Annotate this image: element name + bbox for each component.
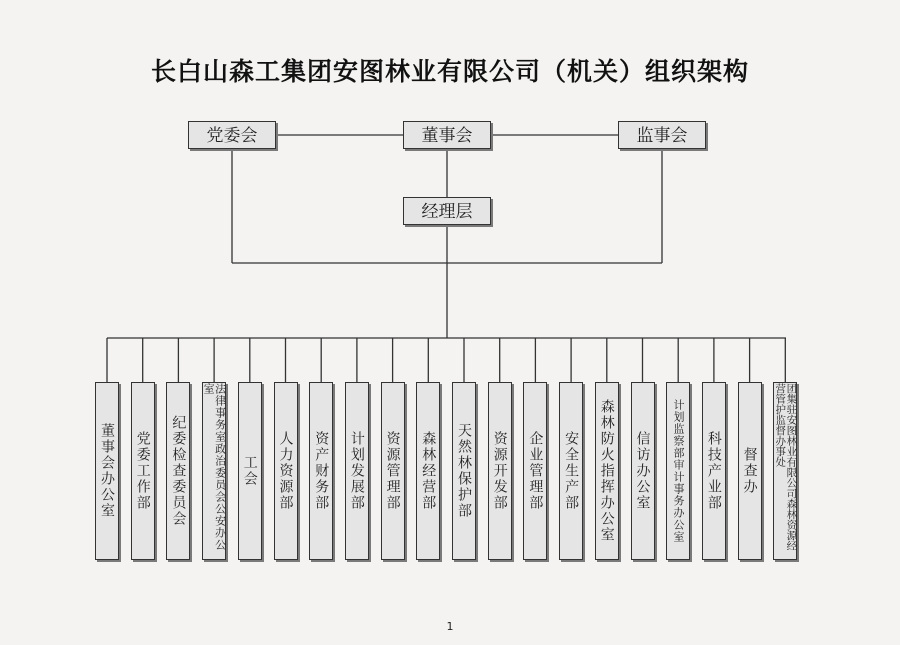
department-box [559, 382, 583, 560]
department-box [631, 382, 655, 560]
party-committee-label: 党委会 [206, 126, 258, 146]
department-label: 团集驻安图林业有限公司森林资源经营管护监督办事处 [774, 383, 798, 551]
supervisory-label: 监事会 [636, 126, 688, 146]
department-label: 党委工作部 [134, 431, 151, 511]
department-label: 天然林保护部 [456, 423, 472, 519]
department-box [95, 382, 119, 560]
department-label: 企业管理部 [527, 431, 544, 511]
department-box [131, 382, 155, 560]
department-box [166, 382, 190, 560]
department-box [202, 382, 226, 560]
department-box [274, 382, 298, 560]
department-label: 资产财务部 [313, 431, 330, 511]
department-box [523, 382, 547, 560]
department-box [309, 382, 333, 560]
department-box [666, 382, 690, 560]
department-box [488, 382, 512, 560]
management-box [403, 197, 491, 225]
page-number: 1 [446, 620, 454, 633]
department-box [416, 382, 440, 560]
department-label: 森林防火指挥办公室 [598, 399, 615, 543]
department-label: 纪委检查委员会 [170, 415, 187, 527]
department-label: 科技产业部 [705, 431, 722, 511]
department-label: 计划监察部审计事务办公室 [671, 399, 685, 543]
party-committee-box [188, 121, 276, 149]
department-box [381, 382, 405, 560]
department-label: 森林经营部 [420, 431, 437, 511]
department-label: 董事会办公室 [99, 423, 115, 519]
department-label: 法律事务室政治委员会公安办公室 [202, 383, 227, 551]
department-box [452, 382, 476, 560]
department-label: 计划发展部 [348, 431, 365, 511]
chart-title: 长白山森工集团安图林业有限公司（机关）组织架构 [150, 57, 749, 86]
department-box [702, 382, 726, 560]
department-box [345, 382, 369, 560]
department-label: 安全生产部 [563, 431, 580, 511]
department-label: 资源开发部 [491, 431, 508, 511]
department-box [773, 382, 797, 560]
department-label: 信访办公室 [634, 431, 651, 511]
supervisory-box [618, 121, 706, 149]
department-box [595, 382, 619, 560]
department-label: 资源管理部 [384, 431, 401, 511]
department-label: 人力资源部 [277, 431, 294, 511]
board-box [403, 121, 491, 149]
management-label: 经理层 [421, 202, 473, 222]
department-label: 工会 [241, 455, 258, 487]
department-box [238, 382, 262, 560]
department-box [738, 382, 762, 560]
department-label: 督查办 [741, 447, 758, 495]
board-label: 董事会 [421, 126, 473, 146]
